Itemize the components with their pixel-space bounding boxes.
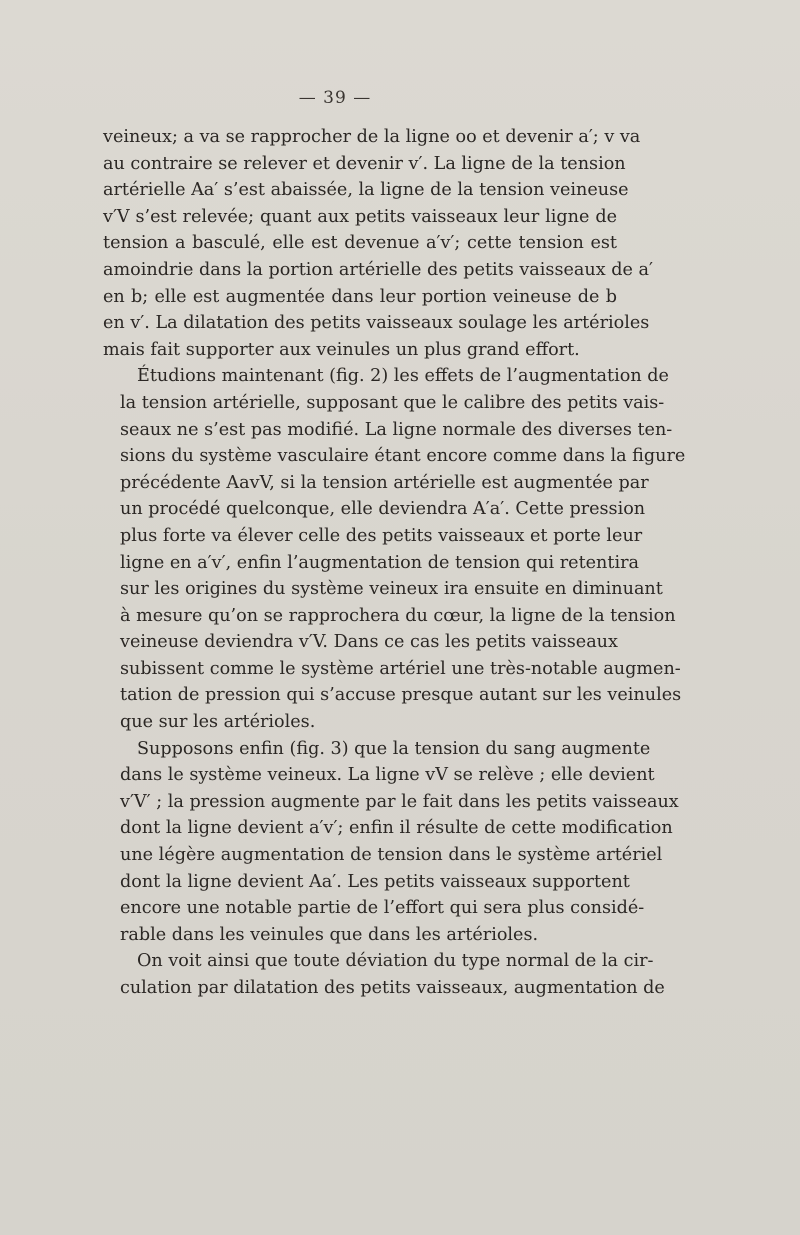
- text-line: culation par dilatation des petits vaisseaux, augmentation de: [120, 978, 665, 998]
- page-number: — 39 —: [298, 88, 372, 108]
- text-line: Étudions maintenant (fig. 2) les effets de l’augmentation de: [137, 366, 669, 387]
- text-line: Supposons enfin (fig. 3) que la tension du sang augmente: [137, 738, 651, 759]
- text-line: encore une notable partie de l’effort qui sera plus considé-: [120, 898, 645, 919]
- text-line: artérielle Aa′ s’est abaissée, la ligne de la tension veineuse: [103, 180, 629, 201]
- paragraph: [103, 736, 679, 949]
- text-line: ligne en a′v′, enfin l’augmentation de tension qui retentira: [120, 552, 639, 573]
- text-line: un procédé quelconque, elle deviendra A′a′. Cette pression: [120, 499, 646, 520]
- text-line: que sur les artérioles.: [120, 712, 316, 733]
- text-line: en b; elle est augmentée dans leur portion veineuse de b: [103, 286, 617, 307]
- text-line: veineux; a va se rapprocher de la ligne oo et devenir a′; v va: [103, 127, 641, 147]
- text-line: tation de pression qui s’accuse presque autant sur les veinules: [120, 685, 682, 706]
- text-line: une légère augmentation de tension dans le système artériel: [120, 845, 663, 866]
- text-line: tension a basculé, elle est devenue a′v′; cette tension est: [103, 233, 617, 254]
- text-line: amoindrie dans la portion artérielle des petits vaisseaux de a′: [103, 259, 653, 280]
- text-line: la tension artérielle, supposant que le calibre des petits vais-: [120, 392, 665, 413]
- text-line: sions du système vasculaire étant encore comme dans la figure: [120, 446, 686, 467]
- text-line: plus forte va élever celle des petits vaisseaux et porte leur: [120, 525, 643, 546]
- text-line: au contraire se relever et devenir v′. La ligne de la tension: [103, 153, 626, 174]
- text-line: seaux ne s’est pas modifié. La ligne normale des diverses ten-: [120, 419, 673, 440]
- text-line: mais fait supporter aux veinules un plus grand effort.: [103, 339, 580, 360]
- text-line: v′V′ ; la pression augmente par le fait dans les petits vaisseaux: [120, 791, 679, 812]
- paragraph: [103, 363, 686, 735]
- text-line: dont la ligne devient Aa′. Les petits vaisseaux supportent: [120, 871, 630, 892]
- text-line: dont la ligne devient a′v′; enfin il résulte de cette modification: [120, 818, 673, 839]
- text-line: en v′. La dilatation des petits vaisseaux soulage les artérioles: [103, 313, 650, 334]
- text-line: subissent comme le système artériel une très-notable augmen-: [120, 658, 681, 679]
- text-line: à mesure qu’on se rapprochera du cœur, la ligne de la tension: [120, 605, 676, 626]
- text-line: veineuse deviendra v′V. Dans ce cas les petits vaisseaux: [120, 632, 618, 653]
- body-text: [103, 124, 686, 1002]
- text-line: rable dans les veinules que dans les artérioles.: [120, 924, 539, 945]
- paragraph: [103, 948, 665, 1001]
- text-line: On voit ainsi que toute déviation du type normal de la cir-: [137, 951, 654, 972]
- paragraph: [103, 124, 653, 363]
- text-line: v′V s’est relevée; quant aux petits vaisseaux leur ligne de: [103, 206, 617, 227]
- text-line: précédente AavV, si la tension artérielle est augmentée par: [120, 472, 649, 493]
- text-line: dans le système veineux. La ligne vV se relève ; elle devient: [120, 765, 655, 786]
- text-line: sur les origines du système veineux ira ensuite en diminuant: [120, 579, 663, 600]
